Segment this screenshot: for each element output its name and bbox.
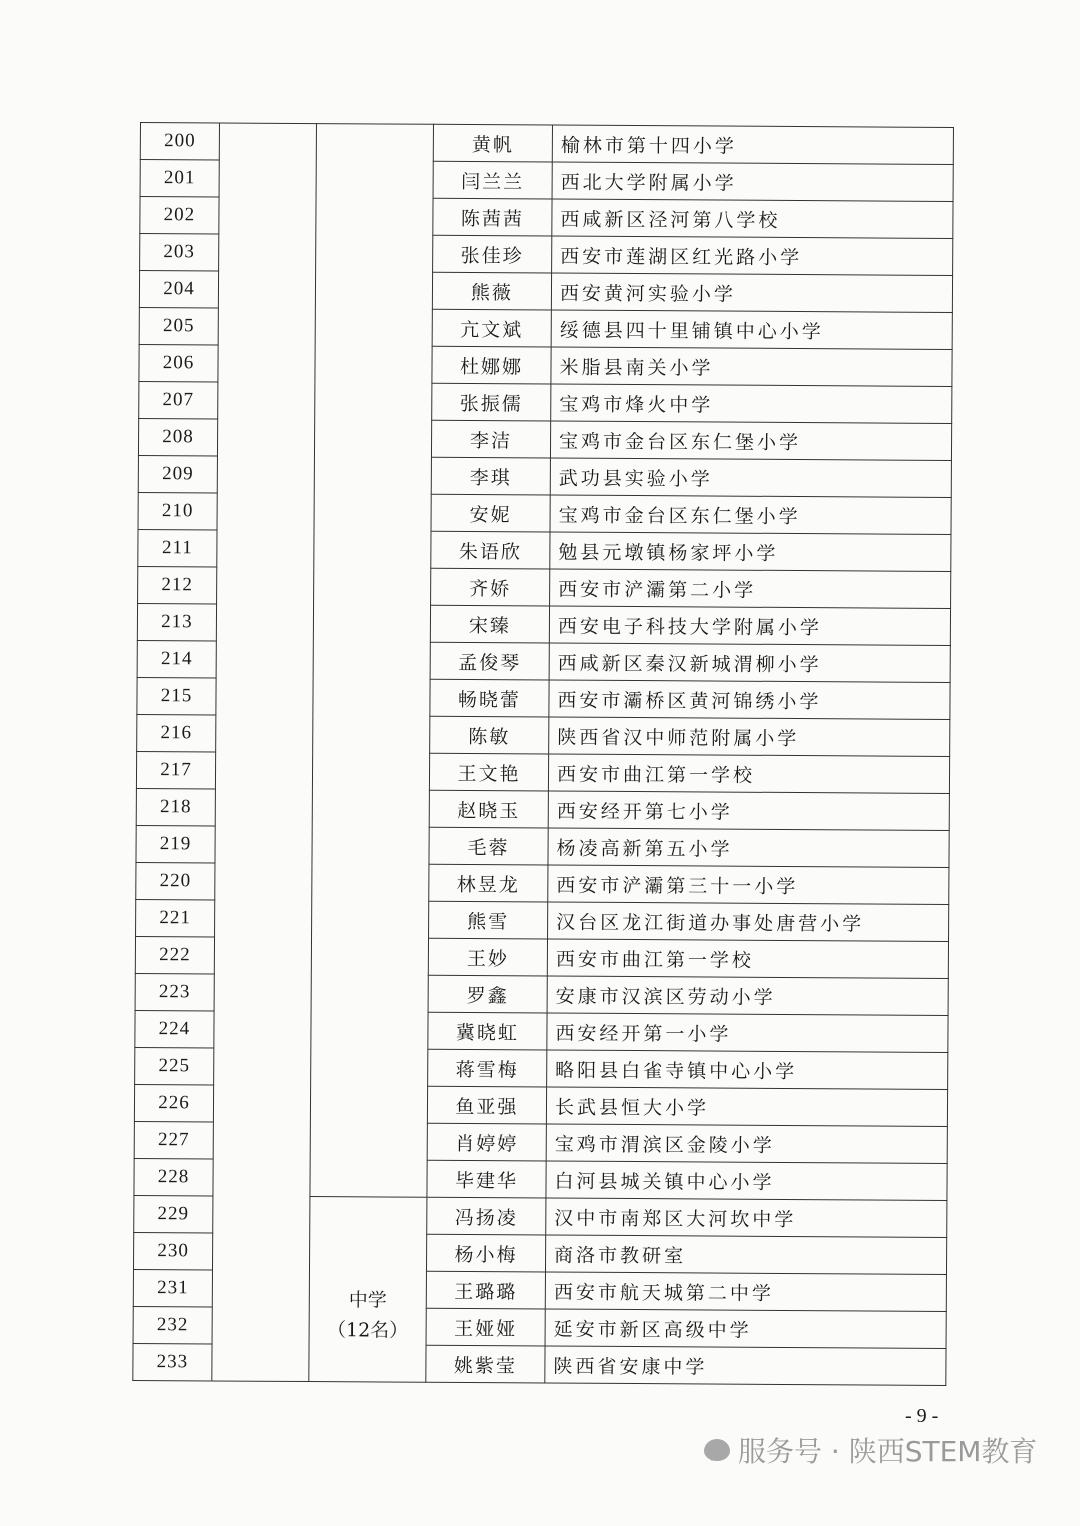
row-number: 213 [137,603,216,640]
school-name: 西安经开第一小学 [547,1013,948,1052]
person-name: 陈敏 [430,716,549,754]
school-name: 西安经开第七小学 [548,791,949,830]
row-number: 221 [136,899,215,936]
school-name: 勉县元墩镇杨家坪小学 [550,532,951,571]
school-name: 西咸新区秦汉新城渭柳小学 [549,643,950,682]
person-name: 王璐璐 [426,1271,545,1309]
school-name: 西安市曲江第一学校 [547,939,948,978]
school-name: 西安市灞桥区黄河锦绣小学 [549,680,950,719]
school-name: 宝鸡市渭滨区金陵小学 [546,1124,947,1163]
row-number: 232 [133,1306,212,1343]
row-number: 208 [138,418,217,455]
row-number: 223 [135,973,214,1010]
row-number: 219 [136,825,215,862]
school-name: 长武县恒大小学 [546,1087,947,1126]
person-name: 王娅娅 [426,1308,545,1346]
person-name: 林昱龙 [429,864,548,902]
category-count: （12名） [326,1319,409,1342]
category-label: 中学 [348,1289,387,1312]
person-name: 李洁 [431,420,550,458]
school-name: 西安市莲湖区红光路小学 [552,236,953,275]
school-name: 白河县城关镇中心小学 [546,1161,947,1200]
person-name: 罗鑫 [428,975,547,1013]
person-name: 陈茜茜 [433,198,552,236]
person-name: 安妮 [431,494,550,532]
school-name: 米脂县南关小学 [551,347,952,386]
school-name: 杨凌高新第五小学 [548,828,949,867]
row-number: 220 [136,862,215,899]
row-number: 231 [133,1269,212,1306]
school-name: 西咸新区泾河第八学校 [552,199,953,238]
row-number: 214 [137,640,216,677]
row-number: 211 [138,529,217,566]
person-name: 毛蓉 [429,827,548,865]
watermark [704,1430,1037,1470]
row-number: 229 [134,1195,213,1232]
person-name: 张佳珍 [433,235,552,273]
school-name: 汉中市南郑区大河坎中学 [546,1198,947,1237]
row-number: 202 [140,197,219,234]
school-name: 西安黄河实验小学 [551,273,952,312]
category-cell [310,124,434,1198]
person-name: 熊雪 [429,901,548,939]
table-row [140,123,953,165]
school-name: 武功县实验小学 [550,458,951,497]
person-name: 姚紫莹 [426,1345,545,1383]
row-number: 212 [138,566,217,603]
person-name: 亢文斌 [432,309,551,347]
row-number: 201 [140,160,219,197]
row-number: 215 [137,677,216,714]
blank-column-cell [212,123,317,1382]
row-number: 210 [138,492,217,529]
person-name: 蒋雪梅 [428,1049,547,1087]
person-name: 黄帆 [433,124,552,162]
school-name: 汉台区龙江街道办事处唐营小学 [548,902,949,941]
school-name: 安康市汉滨区劳动小学 [547,976,948,1015]
school-name: 榆林市第十四小学 [552,125,953,164]
person-name: 畅晓蕾 [430,679,549,717]
person-name: 毕建华 [427,1160,546,1198]
school-name: 商洛市教研室 [545,1235,946,1274]
person-name: 熊薇 [432,272,551,310]
school-name: 西安电子科技大学附属小学 [549,606,950,645]
row-number: 218 [136,788,215,825]
person-name: 王文艳 [429,753,548,791]
awardee-table [132,122,954,1386]
row-number: 225 [135,1047,214,1084]
row-number: 233 [133,1343,212,1380]
person-name: 杜娜娜 [432,346,551,384]
person-name: 冯扬凌 [427,1197,546,1235]
watermark-text: 服务号 · 陕西STEM教育 [738,1435,1038,1468]
row-number: 227 [134,1121,213,1158]
row-number: 200 [140,123,219,160]
person-name: 李琪 [431,457,550,495]
row-number: 228 [134,1158,213,1195]
person-name: 齐娇 [431,568,550,606]
school-name: 陕西省安康中学 [545,1346,946,1385]
person-name: 鱼亚强 [427,1086,546,1124]
row-number: 222 [135,936,214,973]
person-name: 冀晓虹 [428,1012,547,1050]
school-name: 略阳县白雀寺镇中心小学 [547,1050,948,1089]
school-name: 西安市浐灞第二小学 [550,569,951,608]
school-name: 西安市浐灞第三十一小学 [548,865,949,904]
person-name: 闫兰兰 [433,161,552,199]
category-cell [309,1197,427,1383]
row-number: 206 [139,344,218,381]
school-name: 西北大学附属小学 [552,162,953,201]
row-number: 226 [134,1084,213,1121]
person-name: 孟俊琴 [430,642,549,680]
person-name: 杨小梅 [426,1234,545,1272]
row-number: 203 [140,234,219,271]
school-name: 绥德县四十里铺镇中心小学 [551,310,952,349]
row-number: 207 [139,381,218,418]
person-name: 宋臻 [430,605,549,643]
row-number: 224 [135,1010,214,1047]
school-name: 延安市新区高级中学 [545,1309,946,1348]
row-number: 209 [138,455,217,492]
page-number: - 9 - [905,1405,939,1427]
person-name: 赵晓玉 [429,790,548,828]
row-number: 204 [139,271,218,308]
person-name: 朱语欣 [431,531,550,569]
school-name: 宝鸡市金台区东仁堡小学 [550,495,951,534]
school-name: 宝鸡市金台区东仁堡小学 [550,421,951,460]
row-number: 217 [136,751,215,788]
person-name: 张振儒 [432,383,551,421]
school-name: 陕西省汉中师范附属小学 [549,717,950,756]
person-name: 王妙 [428,938,547,976]
row-number: 216 [137,714,216,751]
row-number: 205 [139,307,218,344]
school-name: 西安市航天城第二中学 [545,1272,946,1311]
category-label [314,660,430,661]
chat-bubble-icon [704,1439,730,1461]
school-name: 西安市曲江第一学校 [548,754,949,793]
row-number: 230 [133,1232,212,1269]
person-name: 肖婷婷 [427,1123,546,1161]
school-name: 宝鸡市烽火中学 [551,384,952,423]
